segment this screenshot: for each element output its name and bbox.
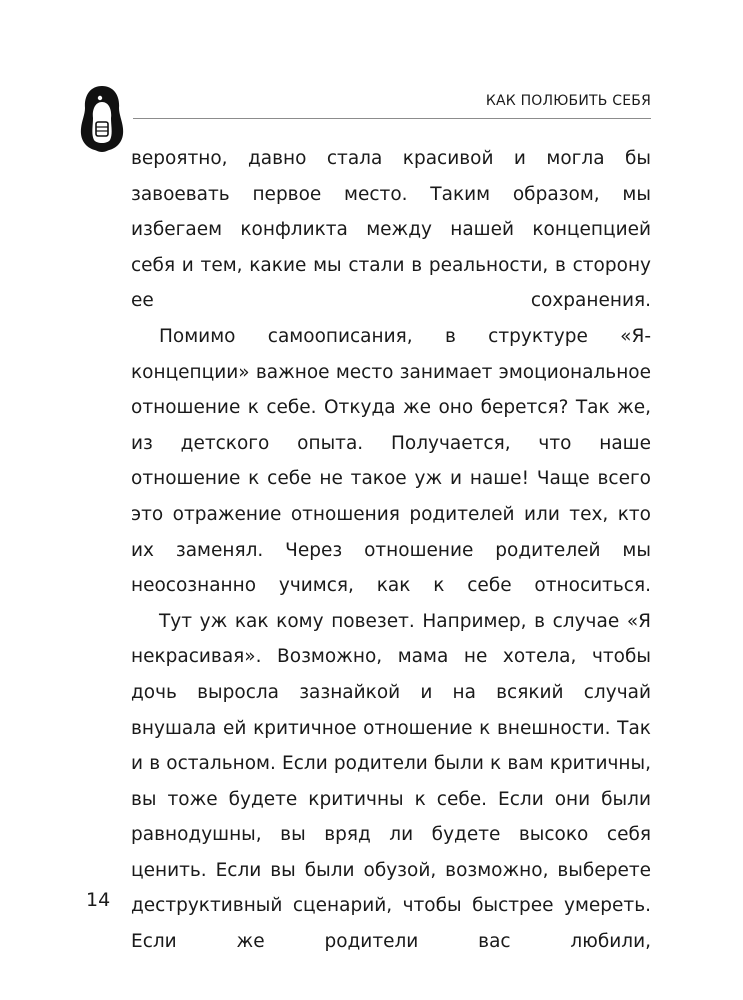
penguin-logo-icon (78, 84, 126, 154)
header-divider (133, 118, 651, 119)
page-number: 14 (86, 889, 111, 911)
paragraph: Помимо самоописания, в структуре «Я-концепции» важное место занимает эмоциональное отношение к себе. Откуда же оно берется? Так же, из детского опыта. Получается, что наше отношение к себе не такое уж и наше! Чаще всего это отражение отношения родителей или тех, кто их заменял. Через отношение родителей мы неосознанно учимся, как к себе относиться. (131, 325, 651, 597)
paragraph: Тут уж как кому повезет. Например, в случае «Я некрасивая». Возможно, мама не хотела, чтобы дочь выросла зазнайкой и на всякий случай внушала ей критичное отношение к внешности. Так и в остальном. Если родители были к вам критичны, вы тоже будете критичны к себе. Если они были равнодушны, вы вряд ли будете высоко себя ценить. Если вы были обузой, возможно, выберете деструктивный сценарий, чтобы быстрее умереть. Если же родители вас любили, (131, 610, 651, 953)
running-header-title: КАК ПОЛЮБИТЬ СЕБЯ (485, 93, 651, 109)
paragraph: вероятно, давно стала красивой и могла бы завоевать первое место. Таким образом, мы избегаем конфликта между нашей концепцией себя и тем, какие мы стали в реальности, в сторону ее сохранения. (131, 148, 651, 312)
body-text (131, 141, 651, 960)
